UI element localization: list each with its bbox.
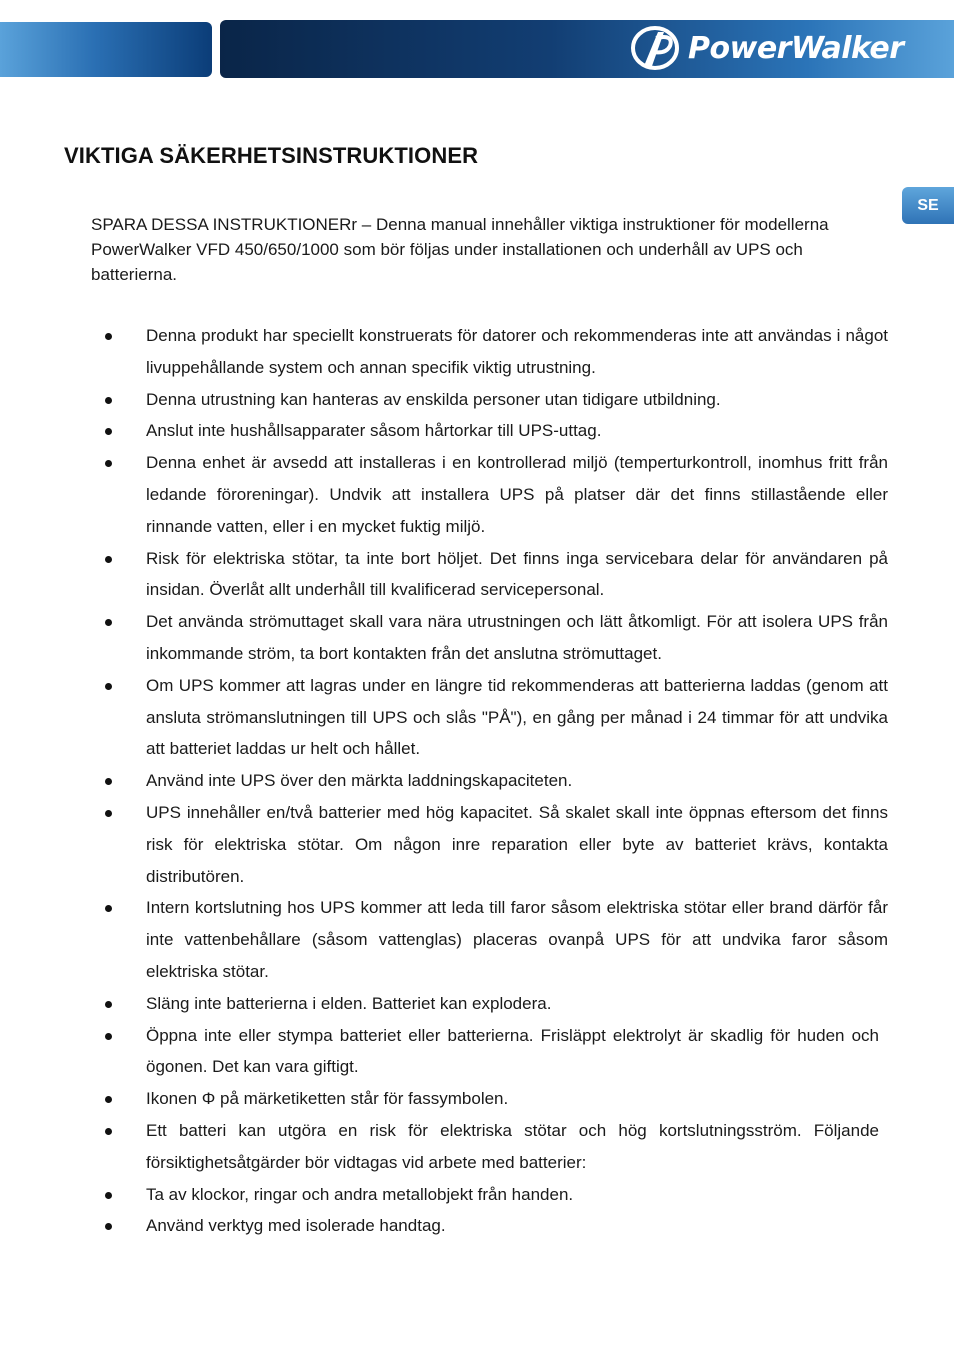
list-item: Intern kortslutning hos UPS kommer att leda till faror såsom elektriska stötar eller brand därför får inte vattenbehållare (såsom vattenglas) placeras ovanpå UPS för att undvika faror såsom elektriska stötar. bbox=[0, 892, 888, 987]
bullet-icon bbox=[105, 460, 112, 467]
list-item: UPS innehåller en/två batterier med hög kapacitet. Så skalet skall inte öppnas eftersom det finns risk för elektriska stötar. Om någon inre reparation eller byte av batteriet krävs, kontakta distributören. bbox=[0, 797, 888, 892]
bullet-icon bbox=[105, 1128, 112, 1135]
list-item: Det använda strömuttaget skall vara nära utrustningen och lätt åtkomligt. För att isolera UPS från inkommande ström, ta bort kontakten från det anslutna strömuttaget. bbox=[0, 606, 888, 670]
list-item: Öppna inte eller stympa batteriet eller batterierna. Frisläppt elektrolyt är skadlig för huden och ögonen. Det kan vara giftigt. bbox=[0, 1020, 879, 1084]
list-item: Risk för elektriska stötar, ta inte bort höljet. Det finns inga servicebara delar för användaren på insidan. Överlåt allt underhåll till kvalificerad servicepersonal. bbox=[0, 543, 888, 607]
bullet-icon bbox=[105, 1096, 112, 1103]
page-title: VIKTIGA SÄKERHETSINSTRUKTIONER bbox=[64, 143, 479, 168]
bullet-icon bbox=[105, 683, 112, 690]
page-header bbox=[0, 0, 954, 80]
list-item: Använd inte UPS över den märkta laddningskapaciteten. bbox=[0, 765, 888, 797]
brand-logo bbox=[628, 24, 944, 72]
header-bar-left bbox=[0, 22, 212, 77]
list-item: Ta av klockor, ringar och andra metallobjekt från handen. bbox=[0, 1179, 888, 1211]
list-item: Denna enhet är avsedd att installeras i en kontrollerad miljö (temperturkontroll, inomhus fritt från ledande föroreningar). Undvik att installera UPS på platser där det finns stillastående eller rinnande vatten, eller i en mycket fuktig miljö. bbox=[0, 447, 888, 542]
bullet-icon bbox=[105, 1223, 112, 1230]
bullet-icon bbox=[105, 1001, 112, 1008]
list-item: Om UPS kommer att lagras under en längre tid rekommenderas att batterierna laddas (genom att ansluta strömanslutningen till UPS och slås "PÅ"), en gång per månad i 24 timmar för att undvika att batteriet laddas ur helt och hållet. bbox=[0, 670, 888, 765]
bullet-icon bbox=[105, 810, 112, 817]
brand-name: PowerWalker bbox=[688, 30, 904, 66]
powerwalker-logo-icon bbox=[628, 24, 686, 72]
bullet-icon bbox=[105, 1192, 112, 1199]
intro-paragraph: SPARA DESSA INSTRUKTIONERr – Denna manual innehåller viktiga instruktioner för modellerna PowerWalker VFD 450/650/1000 som bör följas under installationen och underhåll av UPS och batterierna. bbox=[91, 215, 829, 284]
bullet-icon bbox=[105, 428, 112, 435]
bullet-icon bbox=[105, 905, 112, 912]
bullet-icon bbox=[105, 397, 112, 404]
list-item: Använd verktyg med isolerade handtag. bbox=[0, 1210, 888, 1242]
bullet-icon bbox=[105, 556, 112, 563]
safety-instructions-list bbox=[0, 320, 954, 1242]
list-item: Anslut inte hushållsapparater såsom hårtorkar till UPS-uttag. bbox=[0, 415, 888, 447]
bullet-icon bbox=[105, 333, 112, 340]
list-item: Denna utrustning kan hanteras av enskilda personer utan tidigare utbildning. bbox=[0, 384, 888, 416]
language-tab[interactable]: SE bbox=[902, 187, 954, 224]
list-item: Släng inte batterierna i elden. Batteriet kan explodera. bbox=[0, 988, 888, 1020]
list-item: Denna produkt har speciellt konstruerats för datorer och rekommenderas inte att användas i något livuppehållande system och annan specifik viktig utrustning. bbox=[0, 320, 888, 384]
list-item: Ett batteri kan utgöra en risk för elektriska stötar och hög kortslutningsström. Följande försiktighetsåtgärder bör vidtagas vid arbete med batterier: bbox=[0, 1115, 879, 1179]
bullet-icon bbox=[105, 778, 112, 785]
bullet-icon bbox=[105, 619, 112, 626]
bullet-icon bbox=[105, 1033, 112, 1040]
list-item: Ikonen Φ på märketiketten står för fassymbolen. bbox=[0, 1083, 888, 1115]
